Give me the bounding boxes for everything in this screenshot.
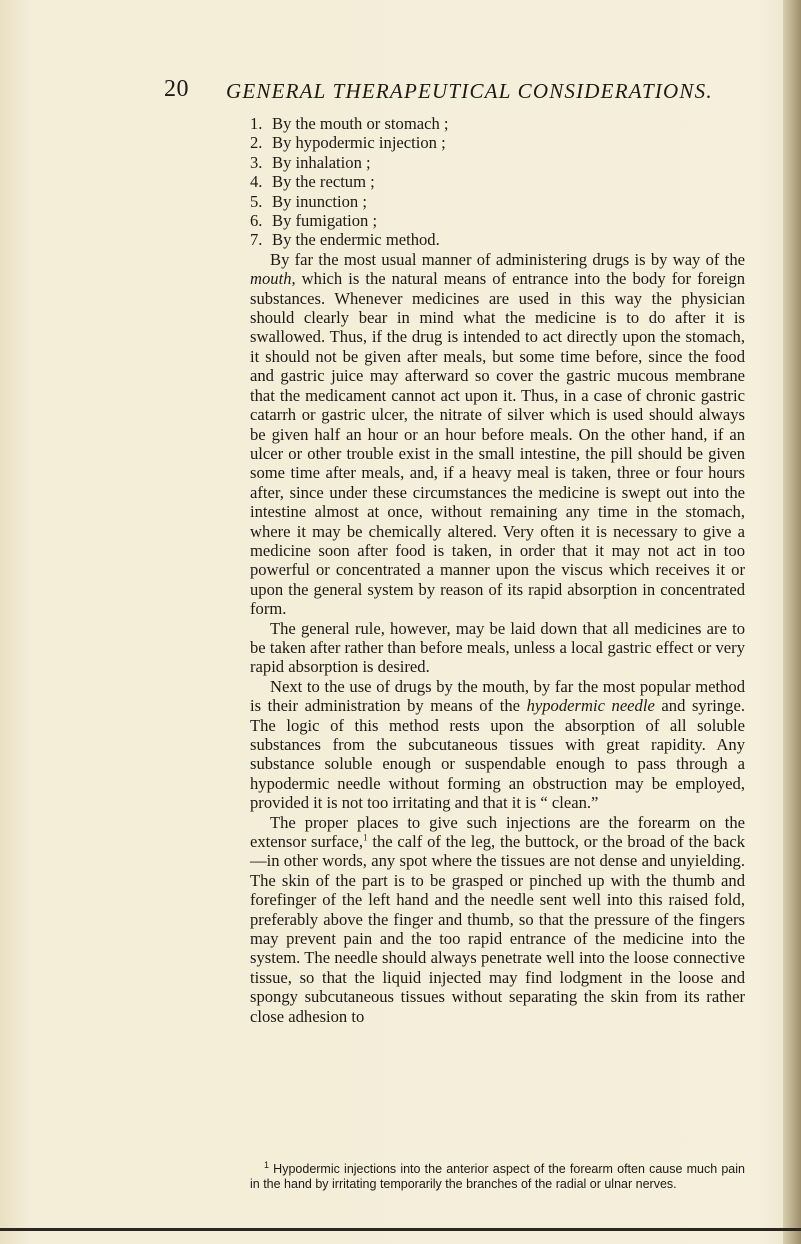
footnote [250, 1159, 745, 1192]
footnote-text: Hypodermic injections into the anterior aspect of the forearm often cause much pain in the hand by irritating temporarily the branches of the radial or ulnar nerves. [250, 1162, 745, 1191]
page-header [0, 76, 801, 104]
list-item-number: 5. [250, 191, 263, 211]
list-item-text: By fumigation ; [272, 211, 378, 231]
list-item [250, 192, 745, 211]
running-head: GENERAL THERAPEUTICAL CONSIDERATIONS. [226, 79, 713, 103]
emphasis-hypodermic-needle: hypodermic needle [526, 696, 655, 716]
list-item-number: 3. [250, 152, 263, 172]
list-item-number: 6. [250, 211, 263, 231]
bottom-rule [0, 1228, 801, 1231]
page-body [250, 114, 745, 1026]
list-item [250, 153, 745, 172]
paragraph-oral-administration: By far the most usual manner of administering drugs is by way of the mouth, which is the natural means of entrance into the body for foreign substances. Whenever medicines are used in this way the physician should clearly bear in mind what the medicine is to do after it is swallowed. Thus, if the drug is intended to act directly upon the stomach, it should not be given after meals, but some time before, since the food and gastric juice may afterward so cover the gastric mucous membrane that the medicament cannot act upon it. Thus, in a case of chronic gastric catarrh or gastric ulcer, the nitrate of silver which is used should always be given half an hour or an hour before meals. On the other hand, if an ulcer or other trouble exist in the small intestine, the pill should be given some time after meals, and, if a heavy meal is taken, three or four hours after, since under these circumstances the medicine is swept out into the intestine almost at once, without remaining any time in the stomach, where it may be chemically altered. Very often it is necessary to give a medicine soon after food is taken, in order that it may not act in too powerful or concentrated a manner upon the viscus which receives it or upon the general system by reason of its rapid absorption in concentrated form. [250, 249, 745, 619]
list-item-text: By the rectum ; [272, 172, 375, 192]
list-item-number: 7. [250, 230, 263, 250]
paragraph-general-rule: The general rule, however, may be laid down that all medicines are to be taken after rather than before meals, unless a local gastric effect or very rapid absorption is desired. [250, 618, 745, 677]
list-item-text: By inunction ; [272, 191, 367, 211]
emphasis-mouth: mouth [250, 269, 292, 289]
list-item-text: By the mouth or stomach ; [272, 114, 449, 133]
page-number: 20 [164, 76, 189, 102]
list-item [250, 211, 745, 230]
paragraph-hypodermic-method: Next to the use of drugs by the mouth, by far the most popular method is their administration by means of the hypodermic needle and syringe. The logic of this method rests upon the absorption of all soluble substances from the subcutaneous tissues with great rapidity. Any substance soluble enough or suspendable enough to pass through a hypodermic needle without forming an obstruction may be employed, provided it is not too irritating and that it is “ clean.” [250, 676, 745, 813]
paragraph-injection-sites: The proper places to give such injections are the forearm on the extensor surface,$^1$ the calf of the leg, the buttock, or the broad of the back—in other words, any spot where the tissues are not dense and unyielding. The skin of the part is to be grasped or pinched up with the thumb and forefinger of the left hand and the needle sent well into this raised fold, preferably above the finger and thumb, so that the pressure of the fingers may prevent pain and the too rapid entrance of the medicine into the system. The needle should always penetrate well into the loose connective tissue, so that the liquid injected may find lodgment in the loose and spongy subcutaneous tissues without separating the skin from its rather close adhesion to [250, 812, 745, 1026]
list-item-number: 2. [250, 133, 263, 153]
list-item [250, 114, 745, 133]
page-binding-edge [783, 0, 801, 1244]
list-item-text: By hypodermic injection ; [272, 133, 446, 153]
list-item [250, 230, 745, 249]
list-item [250, 133, 745, 152]
administration-methods-list [250, 114, 745, 250]
footnote-reference: 1 [363, 832, 368, 843]
list-item-number: 1. [250, 114, 263, 133]
list-item-text: By the endermic method. [272, 230, 440, 250]
list-item-number: 4. [250, 172, 263, 192]
footnote-mark: 1 [264, 1159, 270, 1170]
list-item [250, 172, 745, 191]
list-item-text: By inhalation ; [272, 152, 371, 172]
